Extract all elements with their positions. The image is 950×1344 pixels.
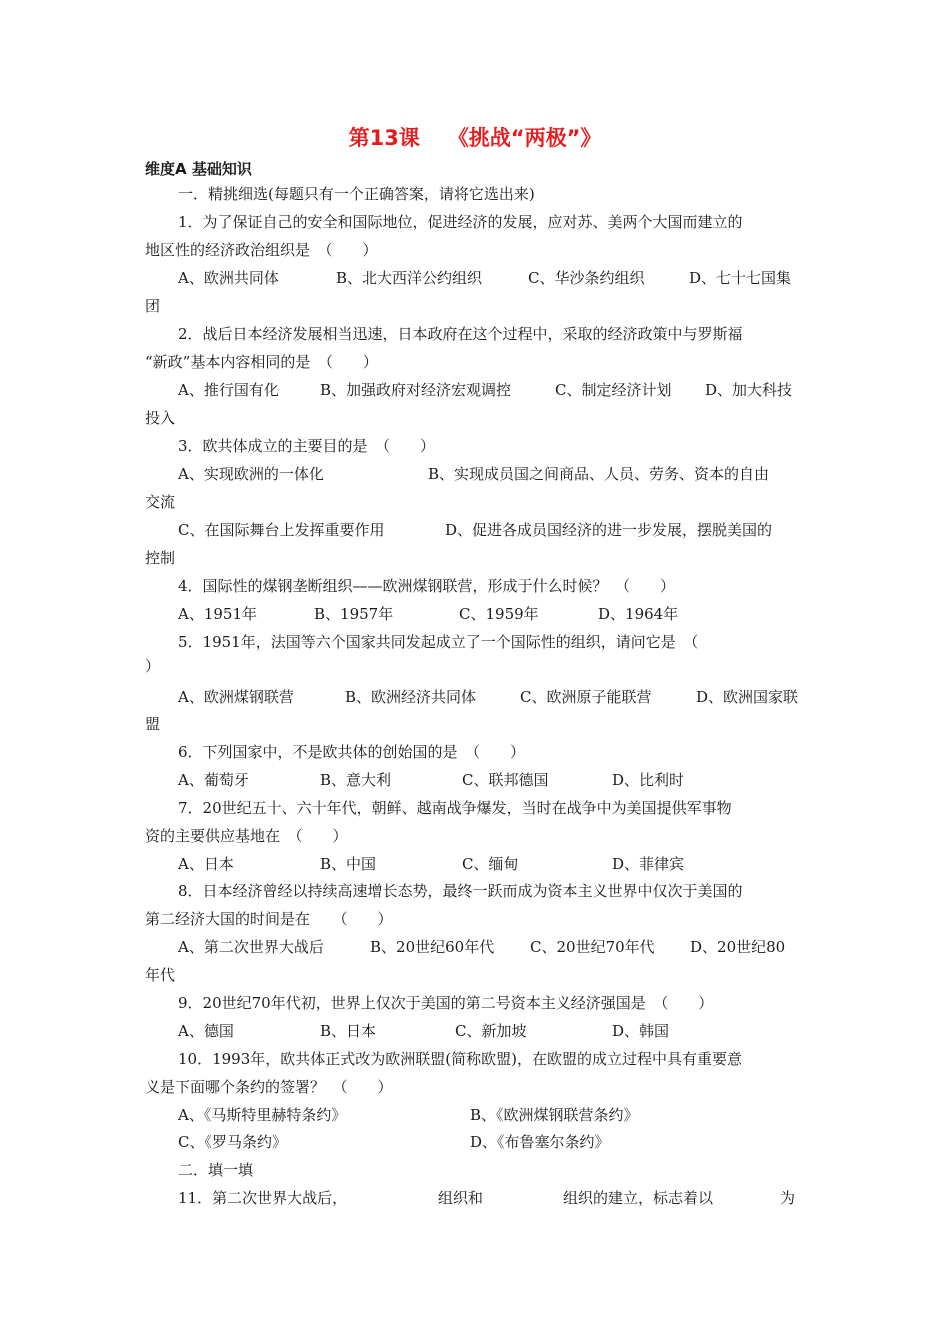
section-heading: 维度A 基础知识	[145, 160, 252, 178]
q1-option-d: D、七十七国集	[689, 269, 792, 287]
q4-option-d: D、1964年	[598, 605, 679, 623]
q5-option-b: B、欧洲经济共同体	[345, 688, 477, 706]
q7-option-c: C、缅甸	[462, 855, 519, 873]
question-4: 4．国际性的煤钢垄断组织——欧洲煤钢联营，形成于什么时候？ （ ）	[178, 577, 676, 595]
question-10-cont: 义是下面哪个条约的签署？ （ ）	[145, 1078, 393, 1096]
question-5-cont: ）	[145, 657, 161, 675]
q7-option-d: D、菲律宾	[612, 855, 685, 873]
lesson-number: 第13课	[348, 126, 420, 150]
question-10: 10．1993年，欧共体正式改为欧洲联盟(简称欧盟)，在欧盟的成立过程中具有重要意	[178, 1050, 742, 1068]
q4-option-a: A、1951年	[178, 605, 258, 623]
question-7: 7．20世纪五十、六十年代，朝鲜、越南战争爆发，当时在战争中为美国提供军事物	[178, 799, 732, 817]
q10-option-b: B、《欧洲煤钢联营条约》	[470, 1106, 639, 1124]
q1-option-d-cont: 团	[145, 297, 161, 315]
q8-option-d: D、20世纪80	[690, 938, 786, 956]
q10-option-c: C、《罗马条约》	[178, 1133, 287, 1151]
question-2-cont: “新政”基本内容相同的是 （ ）	[145, 353, 378, 371]
question-11-part4: 为	[780, 1189, 796, 1207]
lesson-topic: 《挑战“两极”》	[447, 126, 602, 150]
q2-option-d-cont: 投入	[145, 409, 176, 427]
q10-option-a: A、《马斯特里赫特条约》	[178, 1106, 347, 1124]
q5-option-d: D、欧洲国家联	[696, 688, 799, 706]
question-1: 1．为了保证自己的安全和国际地位，促进经济的发展，应对苏、美两个大国而建立的	[178, 213, 743, 231]
q3-option-d-cont: 控制	[145, 549, 176, 567]
q3-option-d: D、促进各成员国经济的进一步发展，摆脱美国的	[445, 521, 773, 539]
q9-option-c: C、新加坡	[455, 1022, 527, 1040]
q6-option-c: C、联邦德国	[462, 771, 549, 789]
q1-option-b: B、北大西洋公约组织	[336, 269, 483, 287]
q8-option-d-cont: 年代	[145, 966, 176, 984]
q1-option-a: A、欧洲共同体	[178, 269, 279, 287]
q6-option-d: D、比利时	[612, 771, 685, 789]
question-1-cont: 地区性的经济政治组织是 （ ）	[145, 241, 378, 259]
q9-option-a: A、德国	[178, 1022, 234, 1040]
q8-option-a: A、第二次世界大战后	[178, 938, 324, 956]
q1-option-c: C、华沙条约组织	[528, 269, 645, 287]
q6-option-a: A、葡萄牙	[178, 771, 249, 789]
q4-option-c: C、1959年	[459, 605, 539, 623]
q4-option-b: B、1957年	[314, 605, 394, 623]
q8-option-b: B、20世纪60年代	[370, 938, 495, 956]
q2-option-a: A、推行国有化	[178, 381, 279, 399]
q5-option-a: A、欧洲煤钢联营	[178, 688, 294, 706]
q2-option-b: B、加强政府对经济宏观调控	[320, 381, 512, 399]
q5-option-c: C、欧洲原子能联营	[520, 688, 652, 706]
q3-option-a: A、实现欧洲的一体化	[178, 465, 324, 483]
question-3: 3．欧共体成立的主要目的是 （ ）	[178, 437, 436, 455]
q9-option-d: D、韩国	[612, 1022, 670, 1040]
q3-option-b-cont: 交流	[145, 493, 176, 511]
q3-option-b: B、实现成员国之间商品、人员、劳务、资本的自由	[428, 465, 770, 483]
question-7-cont: 资的主要供应基地在 （ ）	[145, 827, 348, 845]
question-11-part2: 组织和	[438, 1189, 484, 1207]
q3-option-c: C、在国际舞台上发挥重要作用	[178, 521, 385, 539]
question-11-part3: 组织的建立，标志着以	[563, 1189, 714, 1207]
part1-heading: 一．精挑细选(每题只有一个正确答案，请将它选出来)	[178, 185, 535, 203]
question-9: 9．20世纪70年代初，世界上仅次于美国的第二号资本主义经济强国是 （ ）	[178, 994, 714, 1012]
part2-heading: 二．填一填	[178, 1161, 254, 1179]
question-8-cont: 第二经济大国的时间是在 （ ）	[145, 910, 393, 928]
q7-option-a: A、日本	[178, 855, 234, 873]
q5-option-d-cont: 盟	[145, 715, 161, 733]
question-6: 6．下列国家中，不是欧共体的创始国的是 （ ）	[178, 743, 526, 761]
q7-option-b: B、中国	[320, 855, 377, 873]
q6-option-b: B、意大利	[320, 771, 392, 789]
q9-option-b: B、日本	[320, 1022, 377, 1040]
question-5: 5．1951年，法国等六个国家共同发起成立了一个国际性的组织，请问它是 （	[178, 633, 699, 651]
question-2: 2．战后日本经济发展相当迅速，日本政府在这个过程中，采取的经济政策中与罗斯福	[178, 325, 743, 343]
page-title	[0, 122, 950, 152]
q10-option-d: D、《布鲁塞尔条约》	[470, 1133, 610, 1151]
question-11-part1: 11．第二次世界大战后，	[178, 1189, 348, 1207]
q2-option-d: D、加大科技	[705, 381, 793, 399]
question-8: 8．日本经济曾经以持续高速增长态势，最终一跃而成为资本主义世界中仅次于美国的	[178, 882, 743, 900]
q2-option-c: C、制定经济计划	[555, 381, 672, 399]
q8-option-c: C、20世纪70年代	[530, 938, 655, 956]
